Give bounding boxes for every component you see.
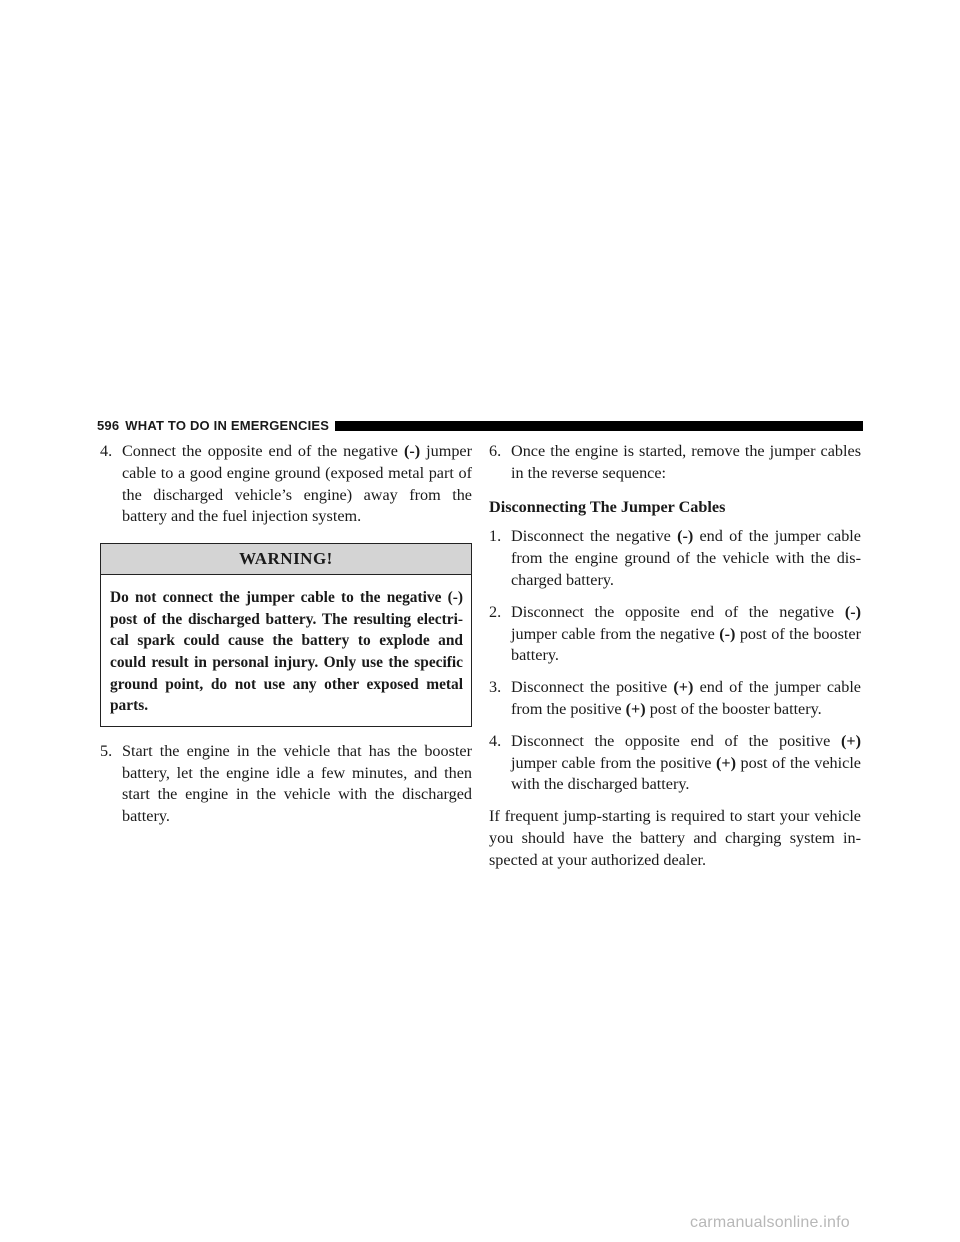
- closing-paragraph: If frequent jump-starting is required to start your vehicle you should have the battery and charging system in-spected at your authorized dealer.: [489, 807, 861, 869]
- disconnect-step-3: [489, 677, 861, 721]
- step-text: Once the engine is started, remove the jumper cables in the reverse sequence:: [511, 442, 861, 482]
- step-number: 2.: [489, 602, 502, 621]
- page-number: 596: [97, 418, 120, 433]
- step-6: [489, 441, 861, 485]
- step-number: 3.: [489, 678, 502, 697]
- page-header: [97, 415, 863, 437]
- right-column: [489, 441, 861, 872]
- warning-box: [100, 543, 472, 727]
- step-text: Disconnect the opposite end of the negative (-) jumper cable from the negative (-) post of the booster battery.: [511, 602, 861, 665]
- step-4: [100, 441, 472, 528]
- section-title: WHAT TO DO IN EMERGENCIES: [125, 418, 330, 433]
- step-text: Start the engine in the vehicle that has the booster battery, let the engine idle a few minutes, and then start the engine in the vehicle with the discharged battery.: [122, 741, 472, 826]
- step-number: 4.: [489, 731, 502, 750]
- disconnect-step-2: [489, 602, 861, 667]
- step-5: [100, 741, 472, 828]
- step-text: Disconnect the opposite end of the positive (+) jumper cable from the positive (+) post of the vehicle with the discharged battery.: [511, 731, 861, 794]
- left-column: [100, 441, 472, 838]
- header-rule: [335, 421, 863, 431]
- step-number: 1.: [489, 527, 502, 546]
- subheading: Disconnecting The Jumper Cables: [489, 497, 726, 516]
- step-text: Disconnect the negative (-) end of the jumper cable from the engine ground of the vehicle with the dis-charged battery.: [511, 527, 861, 589]
- warning-title: WARNING!: [101, 544, 471, 575]
- step-text: Connect the opposite end of the negative (-) jumper cable to a good engine ground (exposed metal part of the discharged vehicle’s engine) away from the battery and the fuel injection system.: [122, 442, 472, 526]
- step-number: 4.: [100, 442, 113, 460]
- watermark: carmanualsonline.info: [690, 1214, 850, 1231]
- step-number: 6.: [489, 442, 502, 460]
- disconnect-step-4: [489, 731, 861, 796]
- step-number: 5.: [100, 741, 113, 760]
- step-text: Disconnect the positive (+) end of the jumper cable from the positive (+) post of the booster battery.: [511, 678, 861, 718]
- disconnect-step-1: [489, 526, 861, 591]
- warning-text: Do not connect the jumper cable to the negative (-) post of the discharged battery. The resulting electri-cal spark could cause the battery to explode and could result in personal injury. Only use the specific ground point, do not use any other exposed metal parts.: [110, 589, 463, 715]
